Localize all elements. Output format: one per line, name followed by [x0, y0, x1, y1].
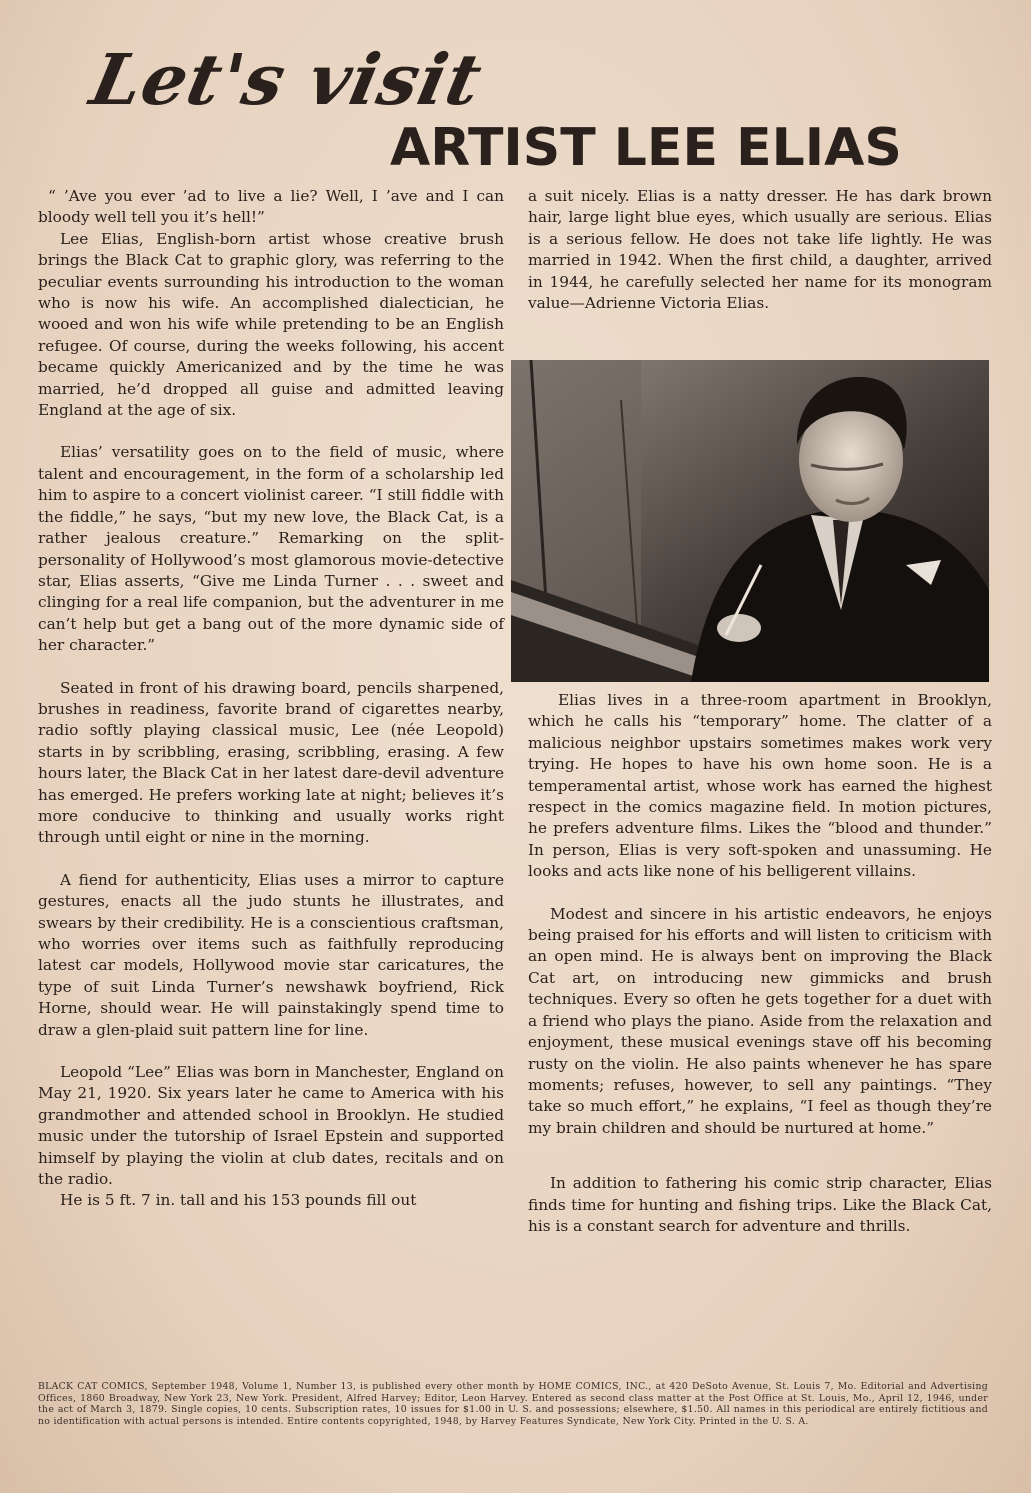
left-paragraph-height: He is 5 ft. 7 in. tall and his 153 pounds fill out	[60, 1191, 417, 1210]
script-title: Let's visit	[83, 38, 490, 121]
left-paragraph-intro: Lee Elias, English-born artist whose creative brush brings the Black Cat to graphic glory, was referring to the peculiar events surrounding his introduction to the woman who is now his wife. An accomplished dialectician, he wooed and won his wife while pretending to be an English refugee. Of course, during the weeks following, his accent became quickly Americanized and by the time he was married, he’d dropped all guise and admitted leaving England at the age of six.	[38, 229, 504, 420]
portrait-photo-icon	[511, 360, 989, 682]
left-paragraph-biography: Leopold “Lee” Elias was born in Manchester, England on May 21, 1920. Six years later he came to America with his grandmother and attended school in Brooklyn. He studied music under the tutorship of Israel Epstein and supported himself by playing the violin at club dates, recitals and on the radio.	[38, 1063, 504, 1189]
right-paragraph-modest: Modest and sincere in his artistic endeavors, he enjoys being praised for his efforts and will listen to criticism with an open mind. He is always bent on improving the Black Cat art, on introducing new gimmicks and brush techniques. Every so often he gets together for a duet with a friend who plays the piano. Aside from the relaxation and enjoyment, these musical evenings stave off his becoming rusty on the violin. He also paints whenever he has spare moments; refuses, however, to sell any paintings. “They take so much effort,” he explains, “I feel as though they’re my brain children and should be nurtured at home.”	[528, 904, 992, 1137]
artist-photo	[511, 360, 989, 682]
left-paragraph-authenticity: A fiend for authenticity, Elias uses a mirror to capture gestures, enacts all the judo stunts he illustrates, and swears by their credibility. He is a conscientious craftsman, who worries over items such as faithfully reproducing latest car models, Hollywood movie star caricatures, the type of suit Linda Turner’s newshawk boyfriend, Rick Horne, should wear. He will painstakingly spend time to draw a glen-plaid suit pattern line for line.	[38, 870, 504, 1039]
publication-footer: BLACK CAT COMICS, September 1948, Volume 1, Number 13, is published every other month by HOME COMICS, INC., at 420 DeSoto Avenue, St. Louis 7, Mo. Editorial and Advertising Offices, 1860 Broadway, New York 23, New York. President, Alfred Harvey; Editor, Leon Harvey. Entered as second class matter at the Post Office at St. Louis, Mo., April 12, 1946, under the act of March 3, 1879. Single copies, 10 cents. Subscription rates, 10 issues for $1.00 in U. S. and possessions; elsewhere, $1.50. All names in this periodical are entirely fictitious and no identification with actual persons is intended. Entire contents copyrighted, 1948, by Harvey Features Syndicate, New York City. Printed in the U. S. A.	[38, 1381, 988, 1427]
left-paragraph-quote: “ ’Ave you ever ’ad to live a lie? Well, I ’ave and I can bloody well tell you it’s hell!”	[38, 187, 504, 227]
main-title: ARTIST LEE ELIAS	[390, 118, 902, 178]
right-paragraph-appearance: a suit nicely. Elias is a natty dresser. He has dark brown hair, large light blue eyes, which usually are serious. Elias is a serious fellow. He does not take life lightly. He was married in 1942. When the first child, a daughter, arrived in 1944, he carefully selected her name for its monogram value—Adrienne Victoria Elias.	[528, 187, 992, 313]
right-column-bottom	[528, 690, 992, 1237]
right-paragraph-home: Elias lives in a three-room apartment in Brooklyn, which he calls his “temporary” home. The clatter of a malicious neighbor upstairs sometimes makes work very trying. He hopes to have his own home soon. He is a temperamental artist, whose work has earned the highest respect in the comics magazine field. In motion pictures, he prefers adventure films. Likes the “blood and thunder.” In person, Elias is very soft-spoken and unassuming. He looks and acts like none of his belligerent villains.	[528, 691, 992, 881]
right-paragraph-hunting: In addition to fathering his comic strip character, Elias finds time for hunting and fishing trips. Like the Black Cat, his is a constant search for adventure and thrills.	[528, 1174, 992, 1235]
left-paragraph-music: Elias’ versatility goes on to the field of music, where talent and encouragement, in the form of a scholarship led him to aspire to a concert violinist career. “I still fiddle with the fiddle,” he says, “but my new love, the Black Cat, is a rather jealous creature.” Remarking on the split-personality of Hollywood’s most glamorous movie-detective star, Elias asserts, “Give me Linda Turner . . . sweet and clinging for a real life companion, but the adventurer in me can’t help but get a bang out of the more dynamic side of her character.”	[38, 443, 504, 655]
right-column-top	[528, 186, 992, 335]
left-column	[38, 186, 504, 1212]
left-paragraph-routine: Seated in front of his drawing board, pencils sharpened, brushes in readiness, favorite brand of cigarettes nearby, radio softly playing classical music, Lee (née Leopold) starts in by scribbling, erasing, scribbling, erasing. A few hours later, the Black Cat in her latest dare-devil adventure has emerged. He prefers working late at night; believes it’s more conducive to thinking and usually works right through until eight or nine in the morning.	[38, 678, 504, 847]
